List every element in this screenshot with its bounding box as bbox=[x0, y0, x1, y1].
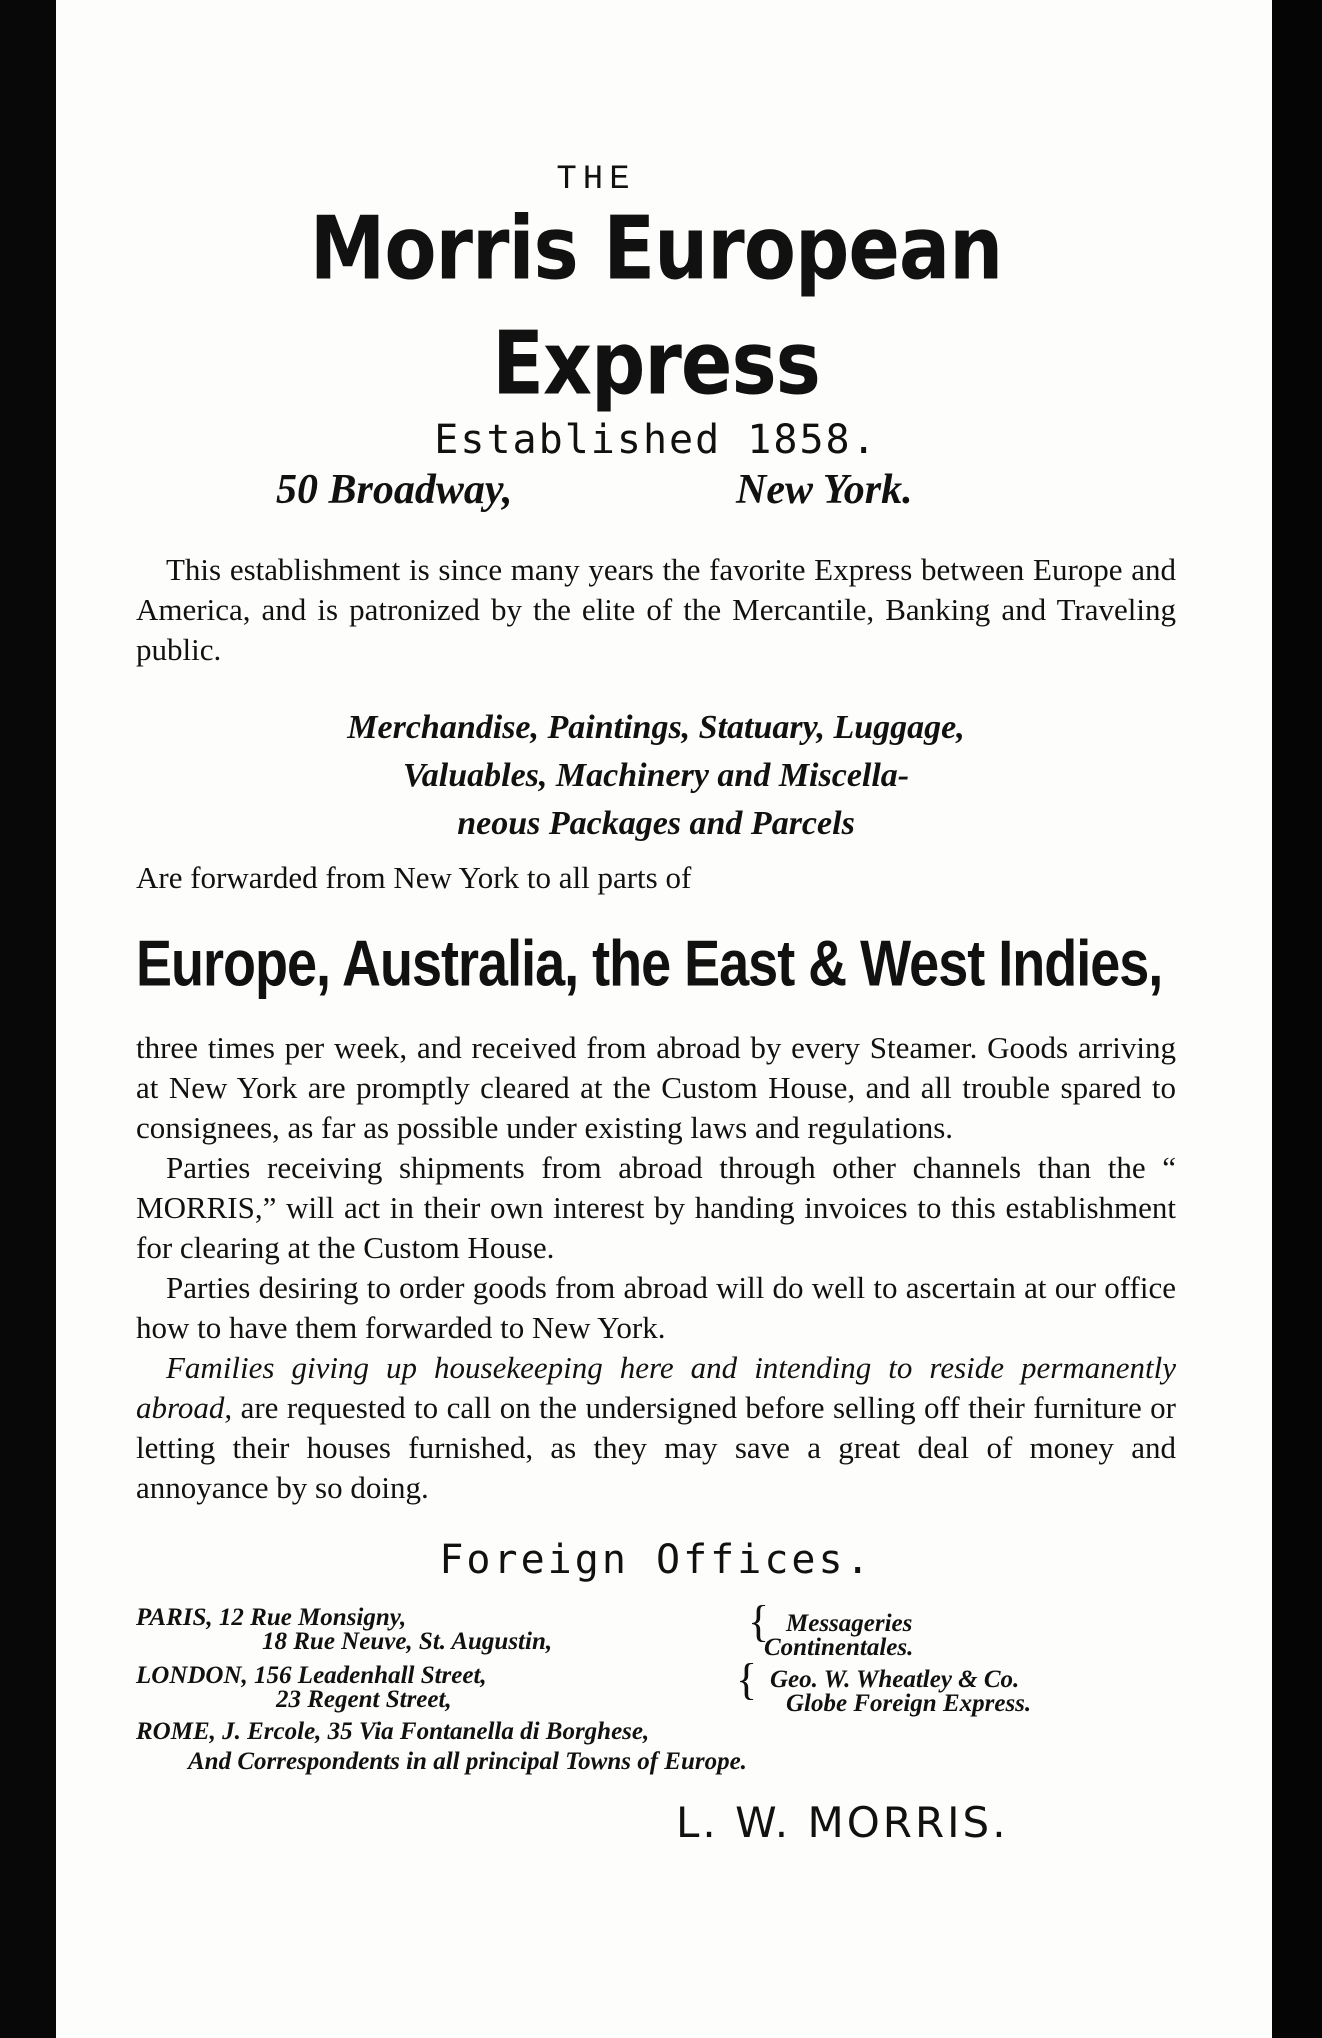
forwarded-line: Are forwarded from New York to all parts of bbox=[136, 860, 692, 895]
schedule-paragraph: three times per week, and received from abroad by every Steamer. Goods arriving at New York are promptly cleared at the Custom House, and all trouble spared to consignees, as far as possible under existing laws and regulations. bbox=[136, 1030, 1176, 1145]
london-agent-1: Geo. W. Wheatley & Co. bbox=[770, 1666, 1020, 1693]
goods-line-2: Valuables, Machinery and Miscella- bbox=[402, 757, 910, 794]
offices-list bbox=[136, 1597, 1176, 1814]
paris-office-1: PARIS, 12 Rue Monsigny, bbox=[136, 1604, 407, 1631]
signature: L. W. MORRIS. bbox=[676, 1798, 1009, 1847]
foreign-offices-heading: Foreign Offices. bbox=[439, 1537, 873, 1583]
paris-agent-2: Continentales. bbox=[764, 1634, 914, 1661]
advertisement-page bbox=[56, 0, 1272, 2038]
families-text: are requested to call on the undersigned before selling off their furniture or letting their houses furnished, as they may save a great deal of money and annoyance by so doing. bbox=[136, 1390, 1176, 1505]
street-address: 50 Broadway, bbox=[276, 467, 513, 513]
city-name: New York. bbox=[736, 467, 913, 513]
scan-border-left bbox=[0, 0, 60, 2038]
address-line bbox=[136, 466, 1176, 530]
goods-line-3: neous Packages and Parcels bbox=[457, 805, 855, 842]
header-the: THE bbox=[556, 161, 636, 199]
london-office-2: 23 Regent Street, bbox=[276, 1686, 452, 1713]
rome-office: ROME, J. Ercole, 35 Via Fontanella di Borghese, bbox=[136, 1718, 650, 1745]
intro-paragraph: This establishment is since many years the favorite Express between Europe and America, and is patronized by the elite of the Mercantile, Banking and Traveling public. bbox=[136, 552, 1176, 667]
goods-list bbox=[156, 704, 1156, 848]
company-name: Morris European Express bbox=[309, 196, 1003, 415]
correspondents-line: And Correspondents in all principal Towns of Europe. bbox=[188, 1748, 747, 1775]
scan-border-right bbox=[1268, 0, 1322, 2038]
destinations-heading: Europe, Australia, the East & West Indies, bbox=[136, 928, 1163, 1000]
families-emphasis: Families giving up housekeeping here and intending to reside permanently abroad, bbox=[136, 1350, 1176, 1425]
paris-brace: { bbox=[748, 1597, 770, 1646]
parties-receiving-paragraph: Parties receiving shipments from abroad through other channels than the “ MORRIS,” will act in their own interest by handing invoices to this establishment for clearing at the Custom House. bbox=[136, 1150, 1176, 1265]
london-office-1: LONDON, 156 Leadenhall Street, bbox=[136, 1662, 487, 1689]
established-line: Established 1858. bbox=[434, 417, 878, 463]
paris-agent-1: Messageries bbox=[786, 1610, 913, 1637]
london-agent-2: Globe Foreign Express. bbox=[786, 1690, 1032, 1717]
parties-ordering-paragraph: Parties desiring to order goods from abroad will do well to ascertain at our office how to have them forwarded to New York. bbox=[136, 1270, 1176, 1345]
advertisement bbox=[136, 160, 1176, 1814]
paris-office-2: 18 Rue Neuve, St. Augustin, bbox=[262, 1628, 553, 1655]
families-paragraph bbox=[136, 1348, 1176, 1508]
london-brace: { bbox=[736, 1655, 758, 1704]
goods-line-1: Merchandise, Paintings, Statuary, Luggage, bbox=[347, 709, 965, 746]
